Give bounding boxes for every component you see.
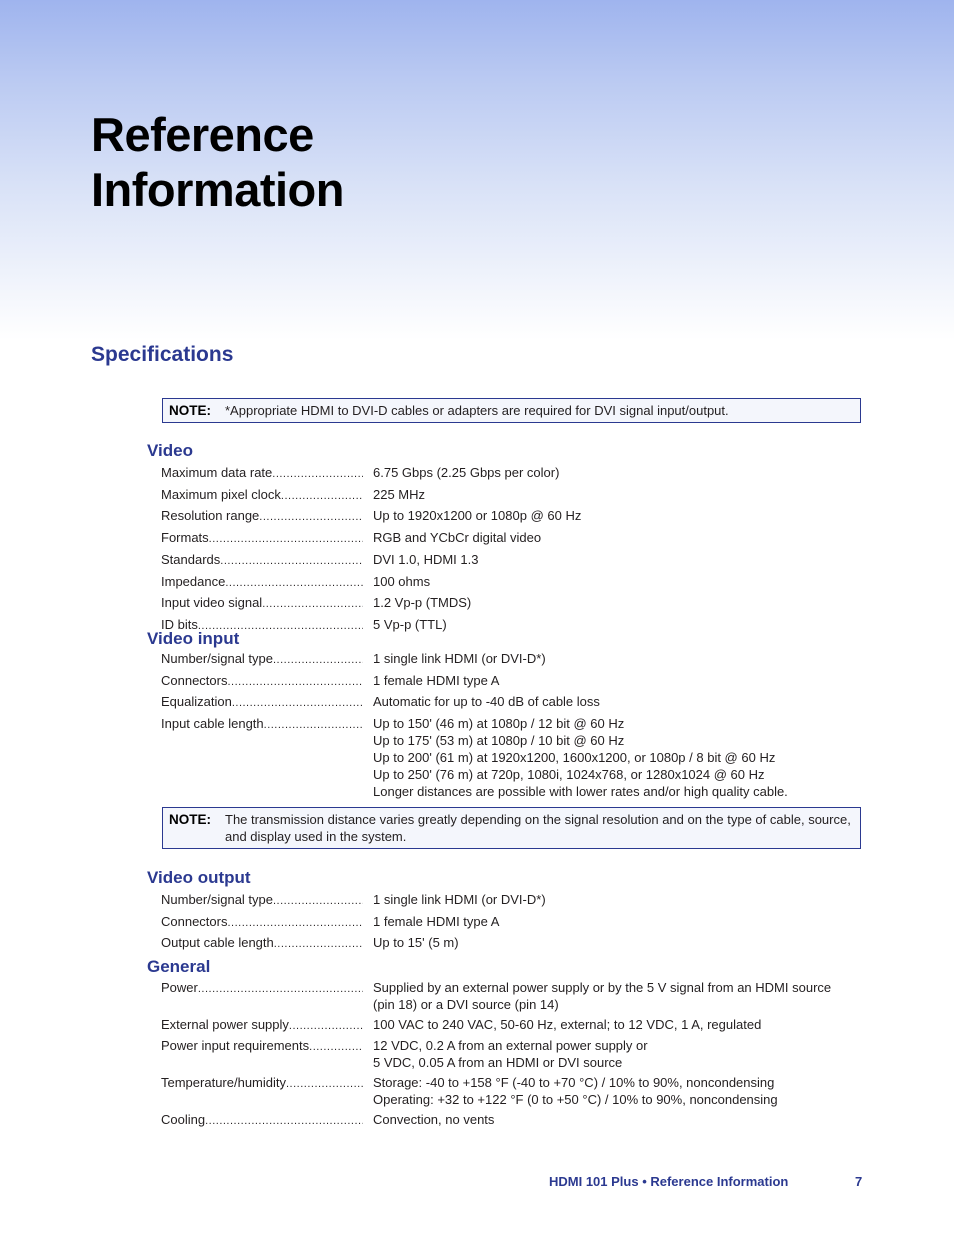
spec-value-line: Up to 250' (76 m) at 720p, 1080i, 1024x768, or 1280x1024 @ 60 Hz — [373, 767, 765, 783]
spec-row — [161, 1037, 871, 1071]
dot-leader — [274, 933, 363, 955]
dot-leader — [272, 463, 363, 485]
note-label: NOTE: — [169, 812, 211, 827]
spec-label-cell — [161, 912, 373, 934]
spec-value-line: 1 female HDMI type A — [373, 672, 500, 688]
spec-label-cell — [161, 1111, 373, 1130]
spec-label: Power input requirements — [161, 1038, 310, 1054]
dot-leader — [227, 912, 363, 934]
spec-value-line: Up to 1920x1200 or 1080p @ 60 Hz — [373, 508, 582, 524]
spec-value-line: 1 female HDMI type A — [373, 913, 500, 929]
spec-list-video — [161, 463, 871, 637]
page-title — [91, 107, 344, 217]
spec-row — [161, 463, 871, 485]
spec-label: Number/signal type — [161, 651, 273, 666]
spec-label: Input cable length — [161, 716, 264, 732]
subheading-video: Video — [147, 441, 193, 460]
spec-label: Standards — [161, 551, 221, 567]
note-text: The transmission distance varies greatly depending on the signal resolution and on the type of cable, source, and display used in the system. — [225, 812, 851, 844]
spec-value-line: 12 VDC, 0.2 A from an external power supply or — [373, 1038, 648, 1054]
spec-list-video-input — [161, 650, 871, 800]
spec-row — [161, 979, 871, 1013]
spec-label-cell — [161, 672, 373, 691]
spec-list-video-output — [161, 890, 871, 955]
spec-label-cell — [161, 485, 373, 507]
spec-value-line: 6.75 Gbps (2.25 Gbps per color) — [373, 465, 560, 480]
dot-leader — [273, 890, 363, 912]
spec-label-cell — [161, 593, 373, 615]
footer-title: HDMI 101 Plus • Reference Information — [549, 1174, 789, 1189]
spec-label-cell — [161, 1016, 373, 1035]
subheading-general: General — [147, 957, 211, 976]
spec-row — [161, 933, 871, 955]
spec-value-line: 100 ohms — [373, 573, 431, 589]
spec-row — [161, 572, 871, 594]
spec-value — [373, 615, 871, 637]
dot-leader — [225, 572, 363, 594]
spec-value-line: 5 VDC, 0.05 A from an HDMI or DVI source — [373, 1055, 623, 1071]
spec-label-cell — [161, 463, 373, 485]
spec-row — [161, 1111, 871, 1130]
spec-label-cell — [161, 528, 373, 550]
spec-label-cell — [161, 506, 373, 528]
spec-label: Maximum data rate — [161, 465, 273, 480]
spec-value-line: Supplied by an external power supply or by the 5 V signal from an HDMI source — [373, 980, 832, 995]
spec-list-general — [161, 979, 871, 1130]
spec-label-cell — [161, 550, 373, 572]
dot-leader — [286, 1074, 363, 1108]
spec-label: External power supply — [161, 1016, 289, 1032]
spec-value — [373, 593, 871, 615]
spec-label: Equalization — [161, 694, 232, 710]
dot-leader — [198, 979, 363, 1013]
spec-value — [373, 1111, 871, 1130]
note-box-transmission — [162, 807, 861, 849]
spec-row — [161, 693, 871, 712]
spec-value — [373, 572, 871, 594]
spec-row — [161, 550, 871, 572]
dot-leader — [264, 715, 363, 800]
page-title-line2: Information — [91, 163, 344, 216]
spec-value-line: RGB and YCbCr digital video — [373, 530, 542, 546]
spec-value-line: Longer distances are possible with lower rates and/or high quality cable. — [373, 784, 788, 800]
spec-value — [373, 463, 871, 485]
spec-value — [373, 650, 871, 669]
note-label: NOTE: — [169, 403, 211, 418]
spec-row — [161, 715, 871, 800]
spec-label-cell — [161, 650, 373, 669]
spec-label: Formats — [161, 530, 209, 546]
spec-value-line: Storage: -40 to +158 °F (-40 to +70 °C) / 10% to 90%, noncondensing — [373, 1075, 775, 1091]
spec-label: Number/signal type — [161, 892, 273, 907]
dot-leader — [262, 593, 363, 615]
spec-label: Resolution range — [161, 508, 260, 524]
note-text: *Appropriate HDMI to DVI-D cables or adapters are required for DVI signal input/output. — [225, 403, 729, 418]
spec-value — [373, 485, 871, 507]
spec-value — [373, 1037, 871, 1071]
spec-value — [373, 933, 871, 955]
dot-leader — [232, 693, 363, 712]
spec-value-line: 1 single link HDMI (or DVI-D*) — [373, 651, 546, 666]
spec-row — [161, 528, 871, 550]
spec-value-line: 1.2 Vp-p (TMDS) — [373, 595, 472, 611]
spec-label-cell — [161, 1037, 373, 1071]
spec-label: Power — [161, 980, 198, 995]
spec-label: Output cable length — [161, 935, 274, 951]
spec-label: Cooling — [161, 1111, 206, 1127]
spec-label: Maximum pixel clock — [161, 486, 281, 502]
spec-row — [161, 672, 871, 691]
spec-value — [373, 979, 871, 1013]
spec-row — [161, 506, 871, 528]
dot-leader — [205, 1111, 363, 1130]
spec-value-line: Up to 175' (53 m) at 1080p / 10 bit @ 60 Hz — [373, 733, 625, 749]
spec-value — [373, 506, 871, 528]
subheading-video-input: Video input — [147, 629, 240, 648]
spec-row — [161, 912, 871, 934]
spec-label-cell — [161, 693, 373, 712]
spec-value — [373, 715, 871, 800]
spec-label-cell — [161, 933, 373, 955]
spec-value — [373, 550, 871, 572]
spec-value-line: Operating: +32 to +122 °F (0 to +50 °C) / 10% to 90%, noncondensing — [373, 1092, 778, 1108]
spec-value-line: 1 single link HDMI (or DVI-D*) — [373, 892, 546, 907]
spec-value-line: Up to 15' (5 m) — [373, 935, 459, 951]
dot-leader — [259, 506, 363, 528]
page-title-line1: Reference — [91, 108, 314, 161]
spec-row — [161, 1016, 871, 1035]
spec-value — [373, 672, 871, 691]
spec-label-cell — [161, 979, 373, 1013]
spec-label-cell — [161, 890, 373, 912]
spec-value-line: Up to 150' (46 m) at 1080p / 12 bit @ 60 Hz — [373, 716, 625, 732]
spec-value-line: 100 VAC to 240 VAC, 50-60 Hz, external; to 12 VDC, 1 A, regulated — [373, 1016, 762, 1032]
spec-row — [161, 615, 871, 637]
spec-value-line: 5 Vp-p (TTL) — [373, 616, 447, 632]
spec-label: Temperature/humidity — [161, 1075, 286, 1091]
spec-label: Input video signal — [161, 595, 263, 611]
dot-leader — [281, 485, 363, 507]
spec-value — [373, 890, 871, 912]
spec-value-line: Convection, no vents — [373, 1111, 495, 1127]
subheading-video-output: Video output — [147, 868, 251, 887]
spec-value-line: 225 MHz — [373, 486, 426, 502]
spec-label-cell — [161, 715, 373, 800]
spec-label: Connectors — [161, 913, 228, 929]
dot-leader — [220, 550, 363, 572]
spec-row — [161, 890, 871, 912]
note-box-dvi — [162, 398, 861, 423]
spec-label-cell — [161, 572, 373, 594]
spec-row — [161, 593, 871, 615]
section-title: Specifications — [91, 343, 234, 366]
spec-row — [161, 1074, 871, 1108]
spec-value — [373, 1016, 871, 1035]
dot-leader — [289, 1016, 363, 1035]
spec-row — [161, 650, 871, 669]
spec-value — [373, 1074, 871, 1108]
spec-value-line: DVI 1.0, HDMI 1.3 — [373, 551, 479, 567]
spec-label: Impedance — [161, 573, 226, 589]
spec-value-line: Up to 200' (61 m) at 1920x1200, 1600x1200, or 1080p / 8 bit @ 60 Hz — [373, 750, 776, 766]
spec-label-cell — [161, 1074, 373, 1108]
spec-label: Connectors — [161, 672, 228, 688]
spec-value — [373, 693, 871, 712]
dot-leader — [227, 672, 363, 691]
spec-value — [373, 528, 871, 550]
spec-value-line: (pin 18) or a DVI source (pin 14) — [373, 997, 559, 1012]
dot-leader — [209, 528, 363, 550]
dot-leader — [273, 650, 363, 669]
spec-value — [373, 912, 871, 934]
page-number: 7 — [855, 1174, 863, 1189]
dot-leader — [309, 1037, 363, 1071]
spec-row — [161, 485, 871, 507]
spec-value-line: Automatic for up to -40 dB of cable loss — [373, 694, 600, 710]
spec-label: ID bits — [161, 616, 198, 632]
